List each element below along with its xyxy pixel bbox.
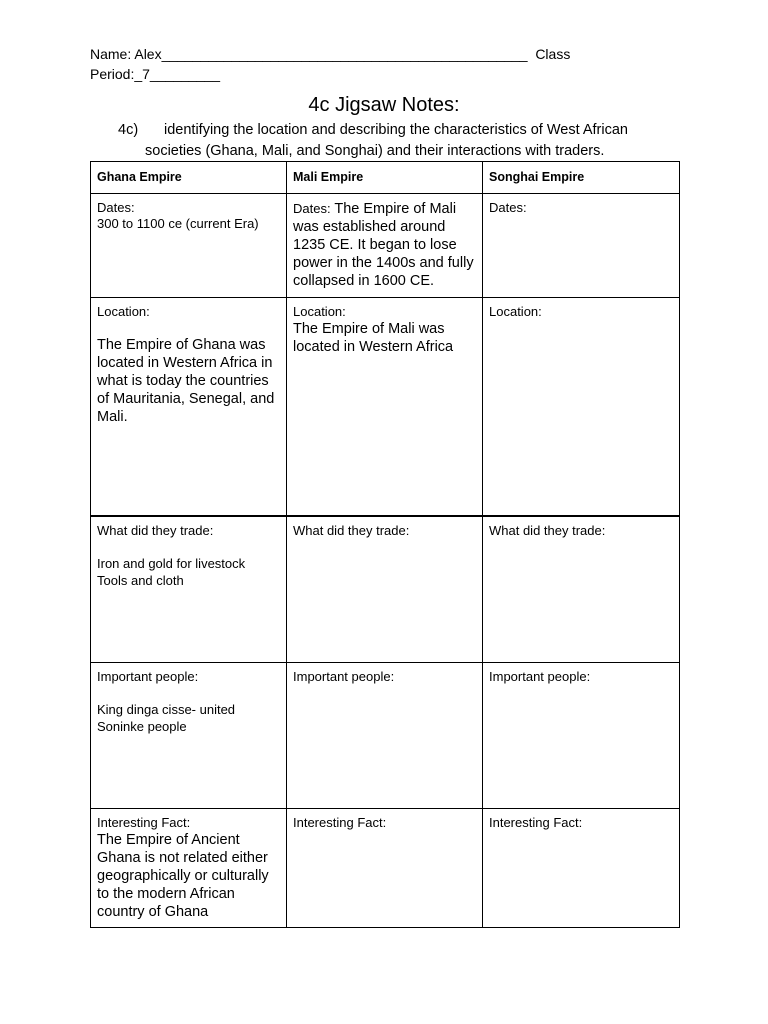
cell-ghana-trade[interactable] [91, 516, 287, 663]
notes-table [90, 161, 680, 928]
ghana-dates-value: 300 to 1100 ce (current Era) [97, 216, 259, 231]
dates-label: Dates: [293, 201, 331, 216]
cell-mali-dates[interactable] [287, 194, 483, 298]
objective-text [118, 120, 678, 162]
trade-label: What did they trade: [293, 523, 410, 538]
ghana-location-value: The Empire of Ghana was located in Western Africa in what is today the countries of Mauritania, Senegal, and Mali. [97, 337, 275, 425]
cell-mali-location[interactable] [287, 298, 483, 517]
cell-mali-trade[interactable] [287, 516, 483, 663]
table-row-dates [91, 194, 680, 298]
table-row-trade [91, 516, 680, 663]
people-label: Important people: [293, 669, 395, 684]
ghana-trade-line-1: Iron and gold for livestock [97, 556, 246, 571]
dates-label: Dates: [97, 200, 135, 215]
ghana-people-value: King dinga cisse- united Soninke people [97, 702, 236, 734]
mali-dates-value: The Empire of Mali was established around 1235 CE. It began to lose power in the 1400s and fully collapsed in 1600 CE. [293, 201, 474, 289]
fact-label: Interesting Fact: [489, 815, 583, 830]
mali-location-value: The Empire of Mali was located in Western Africa [293, 321, 454, 355]
trade-label: What did they trade: [97, 523, 214, 538]
cell-songhai-people[interactable] [483, 663, 680, 809]
table-row-people [91, 663, 680, 809]
objective-number: 4c) [118, 122, 139, 138]
fact-label: Interesting Fact: [97, 815, 191, 830]
cell-ghana-location[interactable] [91, 298, 287, 517]
location-label: Location: [489, 304, 542, 319]
cell-ghana-dates[interactable] [91, 194, 287, 298]
objective-line-2: societies (Ghana, Mali, and Songhai) and their interactions with traders. [145, 143, 605, 159]
cell-mali-people[interactable] [287, 663, 483, 809]
page-title: 4c Jigsaw Notes: [308, 94, 460, 116]
ghana-trade-line-2: Tools and cloth [97, 572, 184, 588]
cell-songhai-trade[interactable] [483, 516, 680, 663]
cell-songhai-location[interactable] [483, 298, 680, 517]
header-ghana-empire: Ghana Empire [91, 162, 287, 194]
cell-ghana-fact[interactable] [91, 809, 287, 928]
location-label: Location: [97, 304, 150, 319]
people-label: Important people: [489, 669, 591, 684]
fact-label: Interesting Fact: [293, 815, 387, 830]
table-row-location [91, 298, 680, 517]
location-label: Location: [293, 304, 346, 319]
period-line: Period:_7_________ [90, 66, 221, 82]
dates-label: Dates: [489, 200, 527, 215]
name-class-line: Name: Alex_______________________________________________ Class [90, 46, 571, 62]
objective-line-1: identifying the location and describing the characteristics of West African [164, 122, 628, 138]
cell-mali-fact[interactable] [287, 809, 483, 928]
cell-ghana-people[interactable] [91, 663, 287, 809]
table-row-fact [91, 809, 680, 928]
cell-songhai-dates[interactable] [483, 194, 680, 298]
header-songhai-empire: Songhai Empire [483, 162, 680, 194]
trade-label: What did they trade: [489, 523, 606, 538]
header-mali-empire: Mali Empire [287, 162, 483, 194]
cell-songhai-fact[interactable] [483, 809, 680, 928]
ghana-fact-value: The Empire of Ancient Ghana is not related either geographically or culturally to the modern African country of Ghana [97, 832, 269, 920]
table-header-row [91, 162, 680, 194]
people-label: Important people: [97, 669, 199, 684]
